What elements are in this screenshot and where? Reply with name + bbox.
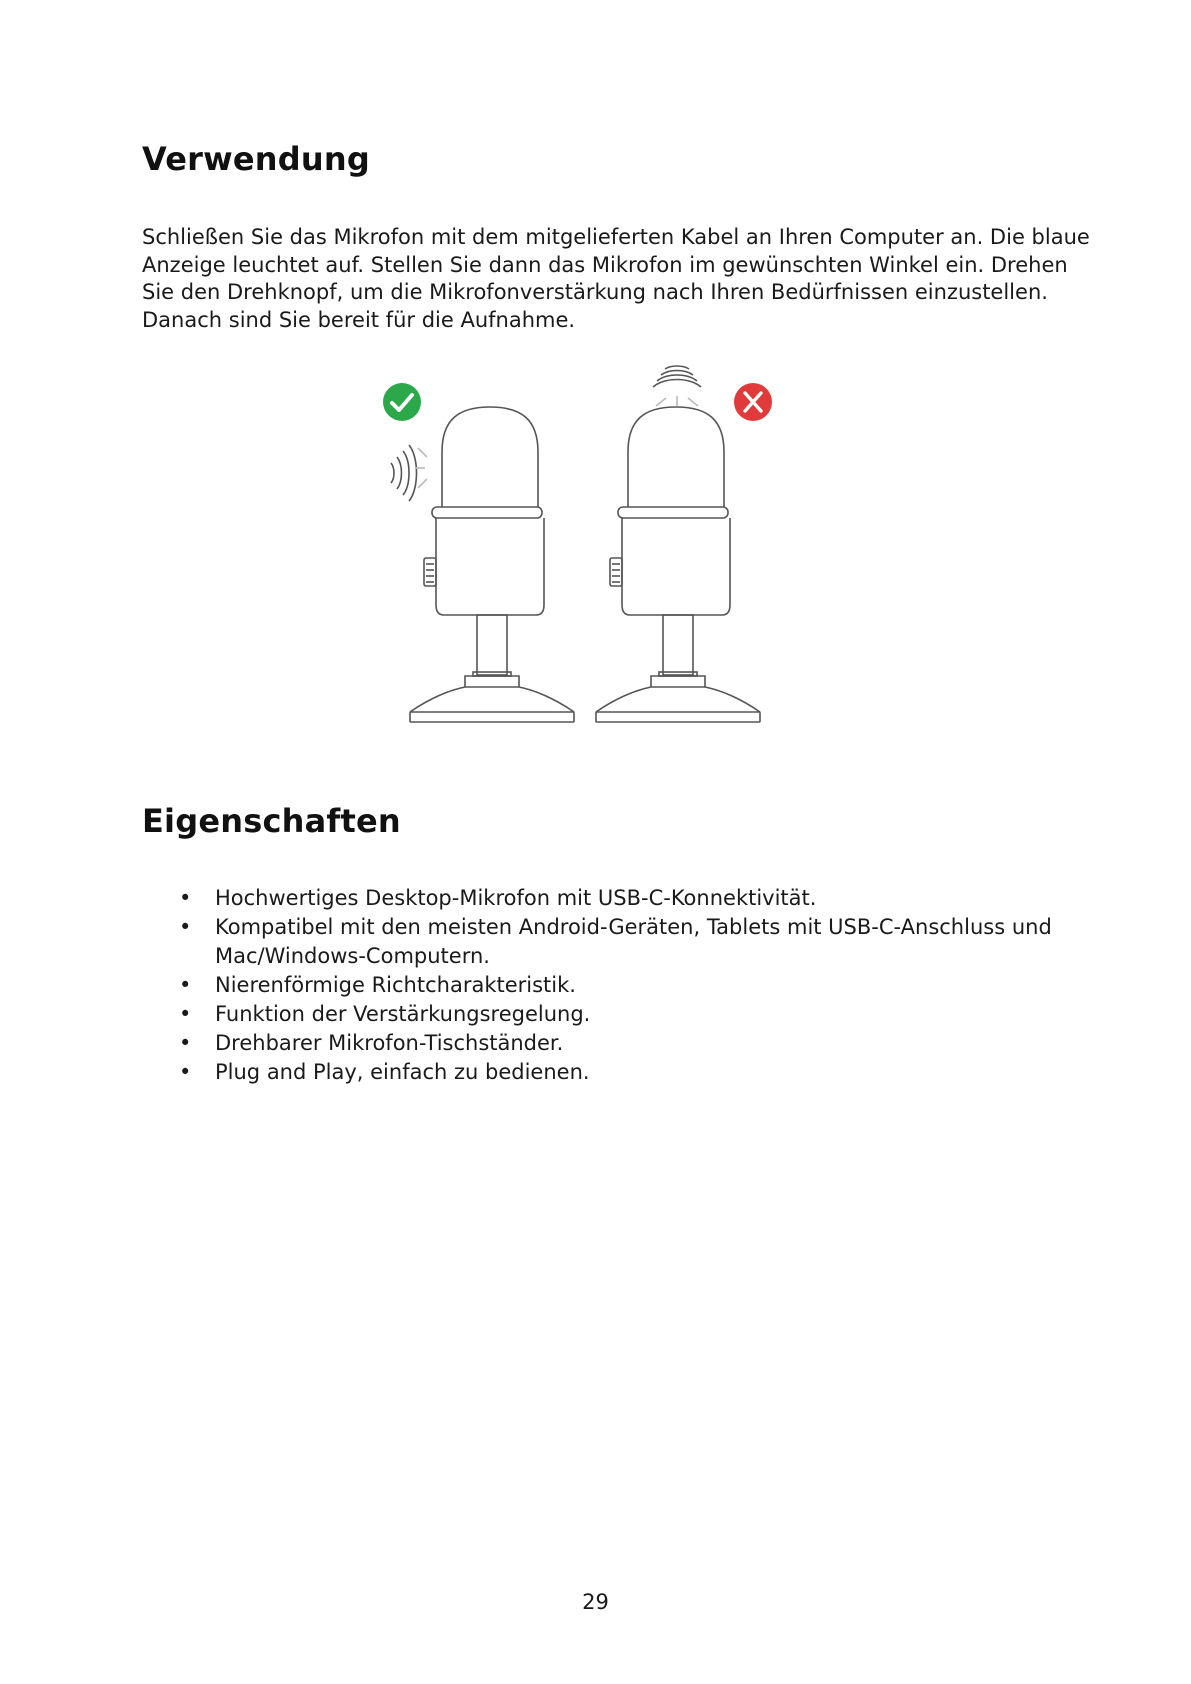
bullet-marker: • [179, 886, 192, 910]
feature-text: Funktion der Verstärkungsregelung. [215, 1002, 591, 1026]
usage-line-3: Sie den Drehknopf, um die Mikrofonverstärkung nach Ihren Bedürfnissen einzustellen. [142, 280, 1048, 305]
list-item [142, 884, 1062, 913]
list-item [142, 913, 1062, 971]
feature-text-continued: Mac/Windows-Computern. [215, 944, 490, 968]
sound-waves-top-icon [653, 366, 701, 406]
section-title-features: Eigenschaften [142, 802, 401, 840]
feature-text: Drehbarer Mikrofon-Tischständer. [215, 1031, 564, 1055]
bullet-marker: • [179, 915, 192, 939]
feature-text: Hochwertiges Desktop-Mikrofon mit USB-C-Konnektivität. [215, 886, 817, 910]
section-title-usage: Verwendung [142, 140, 370, 178]
usage-line-1: Schließen Sie das Mikrofon mit dem mitgelieferten Kabel an Ihren Computer an. Die blaue [142, 225, 1090, 249]
feature-text: Nierenförmige Richtcharakteristik. [215, 973, 576, 997]
page-number: 29 [582, 1590, 609, 1614]
correct-check-circle [383, 383, 421, 421]
usage-line-4: Danach sind Sie bereit für die Aufnahme. [142, 307, 576, 332]
usage-line-2: Anzeige leuchtet auf. Stellen Sie dann das Mikrofon im gewünschten Winkel ein. Drehen [142, 252, 1068, 277]
feature-text: Kompatibel mit den meisten Android-Geräten, Tablets mit USB-C-Anschluss und [215, 915, 1052, 939]
list-item [142, 971, 1062, 1000]
usage-paragraph [142, 224, 1090, 334]
correct-check-icon [383, 383, 421, 421]
microphone-correct-illustration [410, 407, 574, 722]
sound-waves-side-icon [391, 445, 427, 501]
wrong-x-icon [734, 383, 772, 421]
list-item [142, 1000, 1062, 1029]
microphone-orientation-figure [380, 360, 820, 730]
bullet-marker: • [179, 1060, 192, 1084]
bullet-marker: • [179, 973, 192, 997]
bullet-marker: • [179, 1002, 192, 1026]
bullet-marker: • [179, 1031, 192, 1055]
features-list [142, 884, 1062, 1087]
list-item [142, 1058, 1062, 1087]
list-item [142, 1029, 1062, 1058]
microphone-wrong-illustration [596, 407, 760, 722]
feature-text: Plug and Play, einfach zu bedienen. [215, 1060, 590, 1084]
